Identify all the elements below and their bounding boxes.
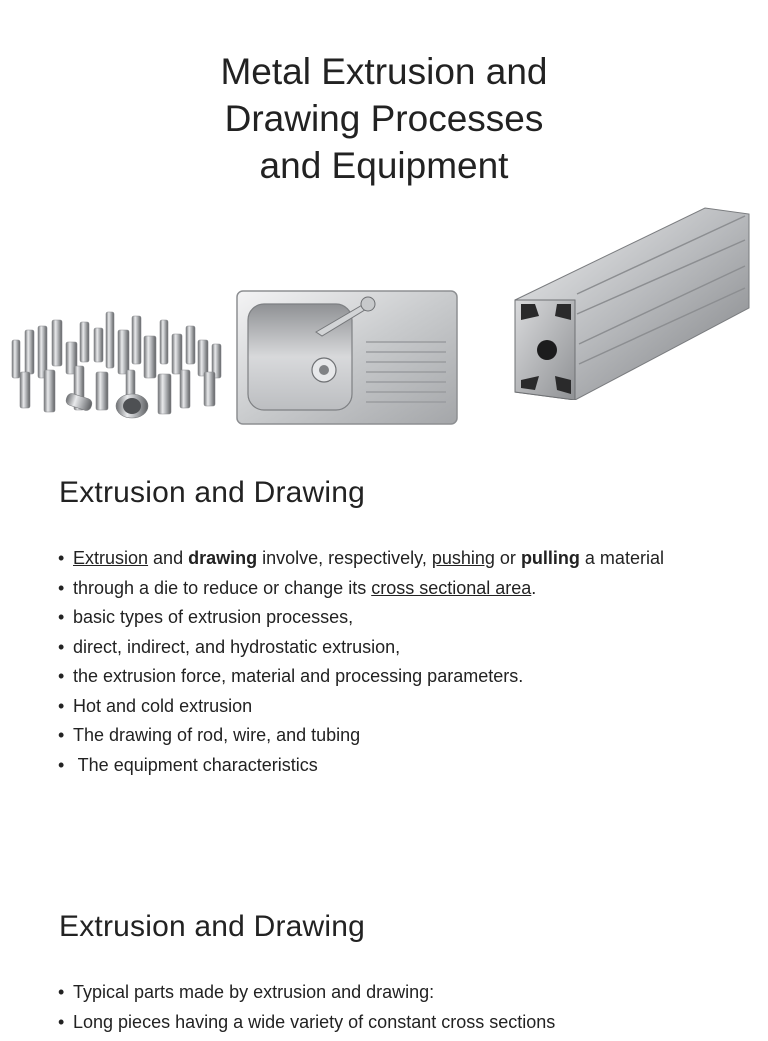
bullet-marker: • <box>58 1011 65 1032</box>
bullet-marker: • <box>58 695 65 716</box>
title-line-3: and Equipment <box>259 145 509 186</box>
text-span: a material <box>579 548 664 568</box>
list-item <box>57 982 728 1003</box>
slide-heading: Extrusion and Drawing <box>59 910 366 943</box>
slide-title <box>0 48 768 189</box>
list-item <box>57 696 728 717</box>
aluminum-profile-image <box>505 204 751 400</box>
bullet-marker: • <box>58 725 65 745</box>
text-span: or <box>494 548 521 568</box>
list-item <box>57 578 728 599</box>
bullet-marker: • <box>58 754 65 775</box>
text-span: and <box>148 548 189 568</box>
title-line-2: Drawing Processes <box>224 98 544 139</box>
title-slide <box>0 0 768 440</box>
content-slide-1 <box>0 440 768 880</box>
bullet-marker: • <box>58 607 65 627</box>
bullet-list <box>57 548 728 784</box>
text-span: . <box>531 577 537 598</box>
list-item-text: The drawing of rod, wire, and tubing <box>73 725 361 745</box>
list-item-text: The equipment characteristics <box>73 754 318 775</box>
title-line-1: Metal Extrusion and <box>220 51 548 92</box>
bullet-marker: • <box>58 548 65 568</box>
list-item-text: basic types of extrusion processes, <box>73 607 354 627</box>
list-item <box>57 755 728 776</box>
list-item <box>57 1012 728 1033</box>
list-item-text: Hot and cold extrusion <box>73 695 253 716</box>
list-item-text: Long pieces having a wide variety of constant cross sections <box>73 1011 556 1032</box>
slide-heading: Extrusion and Drawing <box>59 476 366 509</box>
list-item <box>57 607 728 628</box>
bullet-marker: • <box>58 636 65 657</box>
list-item <box>57 725 728 746</box>
list-item-text: Typical parts made by extrusion and drawing: <box>73 982 435 1002</box>
bullet-marker: • <box>58 982 65 1002</box>
bullet-list <box>57 982 728 1041</box>
metal-cans-image <box>8 300 226 426</box>
term-drawing: drawing <box>188 548 258 568</box>
bullet-marker: • <box>58 577 65 598</box>
bullet-marker: • <box>58 666 65 686</box>
list-item-text: the extrusion force, material and processing parameters. <box>73 666 524 686</box>
list-item <box>57 666 728 687</box>
text-span: involve, respectively, <box>257 548 432 568</box>
list-item-text: direct, indirect, and hydrostatic extrusion, <box>73 636 401 657</box>
list-item <box>57 637 728 658</box>
text-span: through a die to reduce or change its <box>73 577 372 598</box>
term-extrusion: Extrusion <box>73 548 149 568</box>
list-item <box>57 548 728 569</box>
kitchen-sink-image <box>236 290 458 425</box>
term-pulling: pulling <box>520 548 580 568</box>
content-slide-2 <box>0 880 768 1032</box>
term-pushing: pushing <box>431 548 495 568</box>
term-cross-sectional-area: cross sectional area <box>371 577 532 598</box>
